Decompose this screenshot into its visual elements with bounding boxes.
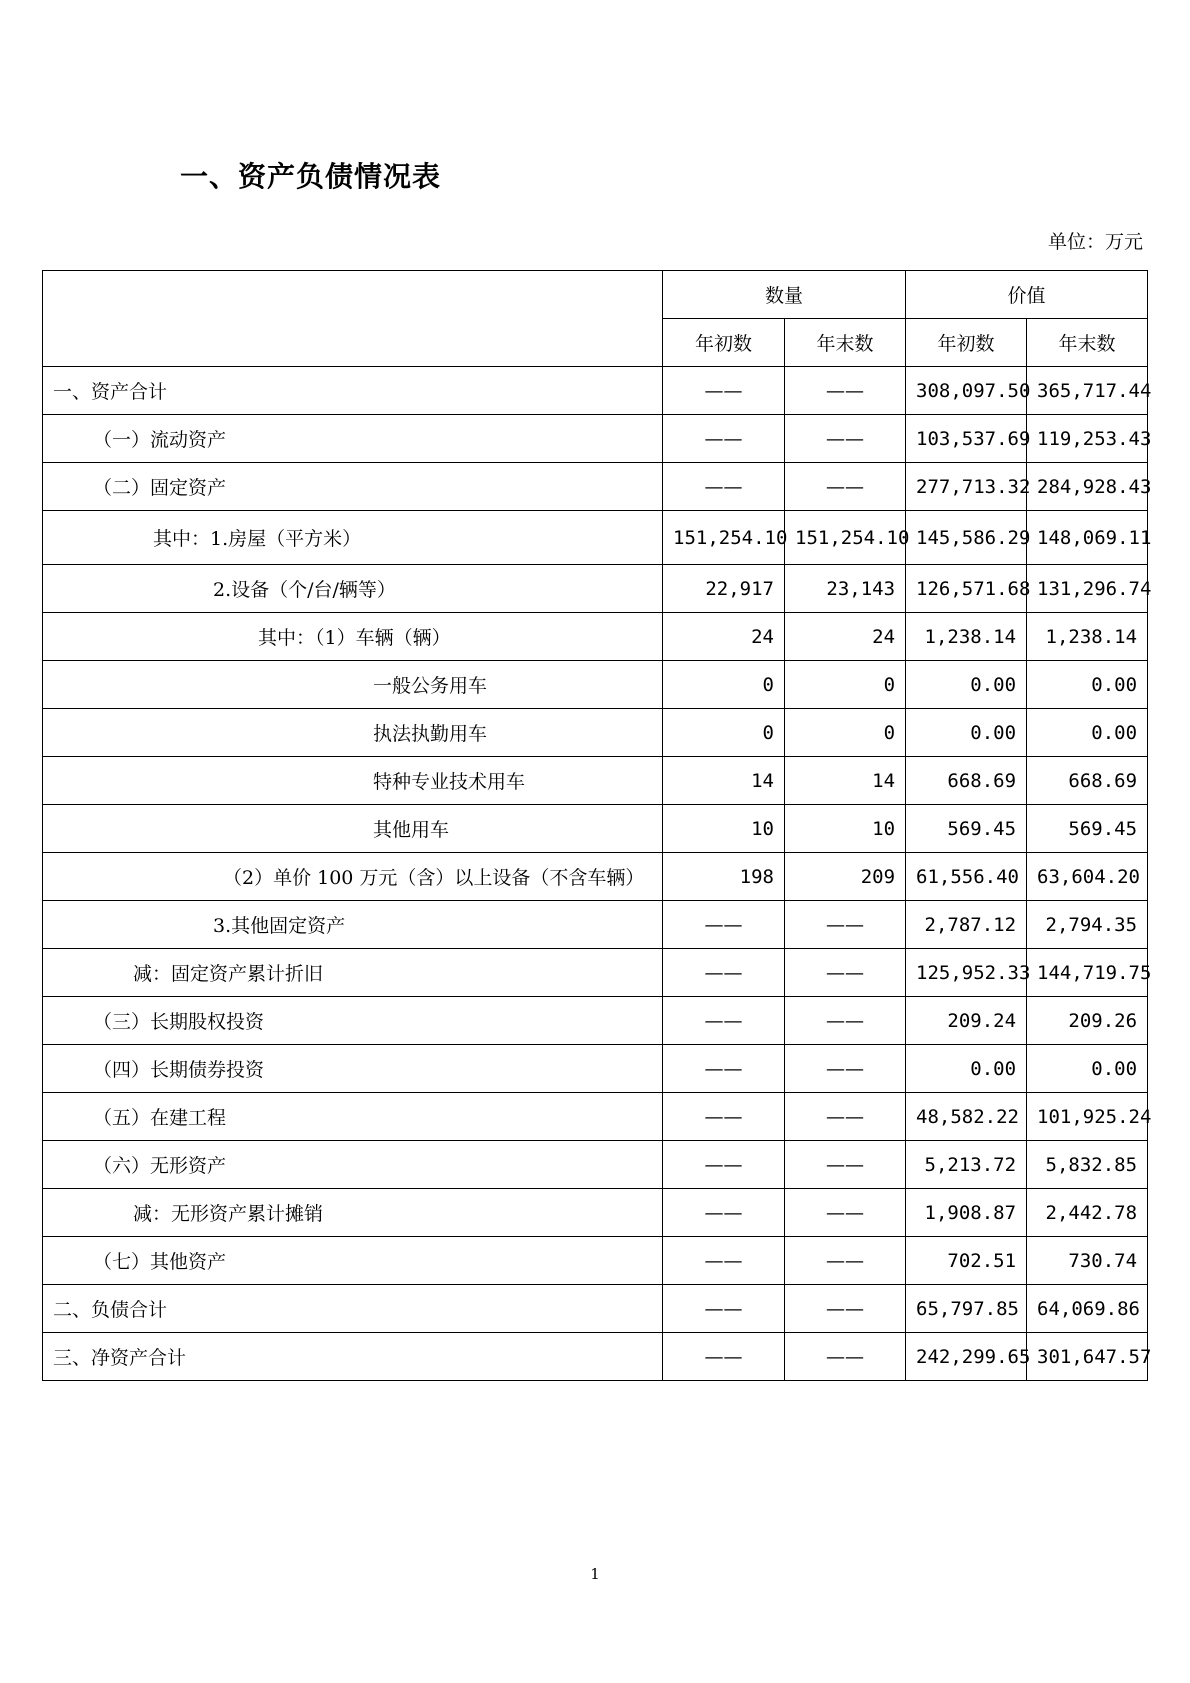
qty-begin-cell: ——: [663, 901, 785, 949]
balance-sheet-table: [42, 270, 1152, 1381]
table-row: [43, 415, 1148, 463]
row-label: （六）无形资产: [43, 1141, 663, 1189]
val-begin-cell: 209.24: [906, 997, 1027, 1045]
val-begin-cell: 277,713.32: [906, 463, 1027, 511]
qty-end-cell: ——: [785, 901, 906, 949]
qty-begin-cell: ——: [663, 367, 785, 415]
val-end-cell: 144,719.75: [1027, 949, 1148, 997]
qty-begin-cell: 14: [663, 757, 785, 805]
qty-begin-cell: ——: [663, 1333, 785, 1381]
qty-begin-cell: ——: [663, 997, 785, 1045]
header-blank-cell: [43, 271, 663, 367]
val-end-cell: 63,604.20: [1027, 853, 1148, 901]
val-end-cell: 284,928.43: [1027, 463, 1148, 511]
val-begin-cell: 1,238.14: [906, 613, 1027, 661]
row-label: （二）固定资产: [43, 463, 663, 511]
qty-begin-cell: 0: [663, 661, 785, 709]
qty-begin-cell: ——: [663, 1189, 785, 1237]
qty-end-cell: ——: [785, 1237, 906, 1285]
header-qty-begin: 年初数: [663, 319, 785, 367]
qty-end-cell: ——: [785, 463, 906, 511]
qty-begin-cell: 10: [663, 805, 785, 853]
table-body: [43, 367, 1152, 1381]
table-row: [43, 1237, 1148, 1285]
val-begin-cell: 1,908.87: [906, 1189, 1027, 1237]
table-row: [43, 757, 1148, 805]
val-begin-cell: 0.00: [906, 661, 1027, 709]
val-end-cell: 64,069.86: [1027, 1285, 1148, 1333]
table-row: [43, 1333, 1148, 1381]
val-begin-cell: 65,797.85: [906, 1285, 1027, 1333]
qty-end-cell: ——: [785, 367, 906, 415]
qty-begin-cell: ——: [663, 1237, 785, 1285]
row-label: 二、负债合计: [43, 1285, 663, 1333]
row-label: 其他用车: [43, 805, 663, 853]
val-begin-cell: 242,299.65: [906, 1333, 1027, 1381]
header-row-groups: [43, 271, 1148, 319]
val-end-cell: 119,253.43: [1027, 415, 1148, 463]
val-end-cell: 2,442.78: [1027, 1189, 1148, 1237]
qty-begin-cell: ——: [663, 1093, 785, 1141]
val-end-cell: 569.45: [1027, 805, 1148, 853]
row-label: （七）其他资产: [43, 1237, 663, 1285]
val-end-cell: 301,647.57: [1027, 1333, 1148, 1381]
val-begin-cell: 668.69: [906, 757, 1027, 805]
table-row: [43, 709, 1148, 757]
val-end-cell: 0.00: [1027, 709, 1148, 757]
val-end-cell: 2,794.35: [1027, 901, 1148, 949]
val-end-cell: 668.69: [1027, 757, 1148, 805]
qty-begin-cell: ——: [663, 415, 785, 463]
qty-begin-cell: 22,917: [663, 565, 785, 613]
val-begin-cell: 103,537.69: [906, 415, 1027, 463]
qty-end-cell: 0: [785, 709, 906, 757]
header-qty-end: 年末数: [785, 319, 906, 367]
qty-begin-cell: ——: [663, 949, 785, 997]
qty-end-cell: 151,254.10: [785, 511, 906, 565]
table-row: [43, 613, 1148, 661]
table-row: [43, 853, 1148, 901]
qty-begin-cell: 198: [663, 853, 785, 901]
qty-begin-cell: ——: [663, 463, 785, 511]
table-row: [43, 565, 1148, 613]
val-end-cell: 148,069.11: [1027, 511, 1148, 565]
val-begin-cell: 5,213.72: [906, 1141, 1027, 1189]
qty-end-cell: ——: [785, 949, 906, 997]
val-begin-cell: 145,586.29: [906, 511, 1027, 565]
qty-end-cell: ——: [785, 1189, 906, 1237]
row-label: （五）在建工程: [43, 1093, 663, 1141]
qty-end-cell: 23,143: [785, 565, 906, 613]
row-label: 2.设备（个/台/辆等）: [43, 565, 663, 613]
row-label: （2）单价 100 万元（含）以上设备（不含车辆）: [43, 853, 663, 901]
qty-end-cell: 14: [785, 757, 906, 805]
val-end-cell: 1,238.14: [1027, 613, 1148, 661]
qty-begin-cell: ——: [663, 1045, 785, 1093]
table-row: [43, 997, 1148, 1045]
val-begin-cell: 125,952.33: [906, 949, 1027, 997]
row-label: 执法执勤用车: [43, 709, 663, 757]
qty-begin-cell: ——: [663, 1285, 785, 1333]
qty-end-cell: ——: [785, 1285, 906, 1333]
qty-end-cell: 0: [785, 661, 906, 709]
table-row: [43, 367, 1148, 415]
row-label: （三）长期股权投资: [43, 997, 663, 1045]
val-begin-cell: 61,556.40: [906, 853, 1027, 901]
qty-begin-cell: ——: [663, 1141, 785, 1189]
qty-end-cell: ——: [785, 1333, 906, 1381]
qty-end-cell: 10: [785, 805, 906, 853]
table-row: [43, 1189, 1148, 1237]
header-val-end: 年末数: [1027, 319, 1148, 367]
table-row: [43, 949, 1148, 997]
qty-begin-cell: 0: [663, 709, 785, 757]
page-title: 一、资产负债情况表: [180, 160, 442, 193]
row-label: 减：固定资产累计折旧: [43, 949, 663, 997]
header-val-begin: 年初数: [906, 319, 1027, 367]
table-row: [43, 1045, 1148, 1093]
row-label: 减：无形资产累计摊销: [43, 1189, 663, 1237]
val-end-cell: 131,296.74: [1027, 565, 1148, 613]
table-row: [43, 1141, 1148, 1189]
val-begin-cell: 48,582.22: [906, 1093, 1027, 1141]
table-row: [43, 1285, 1148, 1333]
qty-end-cell: ——: [785, 1045, 906, 1093]
val-begin-cell: 0.00: [906, 709, 1027, 757]
val-end-cell: 365,717.44: [1027, 367, 1148, 415]
qty-begin-cell: 151,254.10: [663, 511, 785, 565]
header-quantity: 数量: [663, 271, 906, 319]
row-label: 三、净资产合计: [43, 1333, 663, 1381]
val-end-cell: 0.00: [1027, 1045, 1148, 1093]
row-label: 一般公务用车: [43, 661, 663, 709]
qty-end-cell: ——: [785, 997, 906, 1045]
table-row: [43, 805, 1148, 853]
qty-end-cell: ——: [785, 415, 906, 463]
val-begin-cell: 0.00: [906, 1045, 1027, 1093]
row-label: （四）长期债券投资: [43, 1045, 663, 1093]
row-label: 其中：（1）车辆（辆）: [43, 613, 663, 661]
table-row: [43, 901, 1148, 949]
val-begin-cell: 126,571.68: [906, 565, 1027, 613]
qty-end-cell: ——: [785, 1141, 906, 1189]
val-begin-cell: 702.51: [906, 1237, 1027, 1285]
row-label: 3.其他固定资产: [43, 901, 663, 949]
val-end-cell: 5,832.85: [1027, 1141, 1148, 1189]
qty-end-cell: 209: [785, 853, 906, 901]
val-end-cell: 209.26: [1027, 997, 1148, 1045]
row-label: 特种专业技术用车: [43, 757, 663, 805]
unit-label: 单位：万元: [1047, 231, 1143, 253]
row-label: 其中：1.房屋（平方米）: [43, 511, 663, 565]
table-row: [43, 661, 1148, 709]
table-row: [43, 511, 1148, 565]
val-end-cell: 101,925.24: [1027, 1093, 1148, 1141]
header-value: 价值: [906, 271, 1148, 319]
val-end-cell: 0.00: [1027, 661, 1148, 709]
row-label: 一、资产合计: [43, 367, 663, 415]
val-end-cell: 730.74: [1027, 1237, 1148, 1285]
val-begin-cell: 2,787.12: [906, 901, 1027, 949]
qty-end-cell: ——: [785, 1093, 906, 1141]
val-begin-cell: 308,097.50: [906, 367, 1027, 415]
table-row: [43, 1093, 1148, 1141]
table-row: [43, 463, 1148, 511]
qty-begin-cell: 24: [663, 613, 785, 661]
page-number: 1: [590, 1565, 600, 1583]
val-begin-cell: 569.45: [906, 805, 1027, 853]
qty-end-cell: 24: [785, 613, 906, 661]
row-label: （一）流动资产: [43, 415, 663, 463]
